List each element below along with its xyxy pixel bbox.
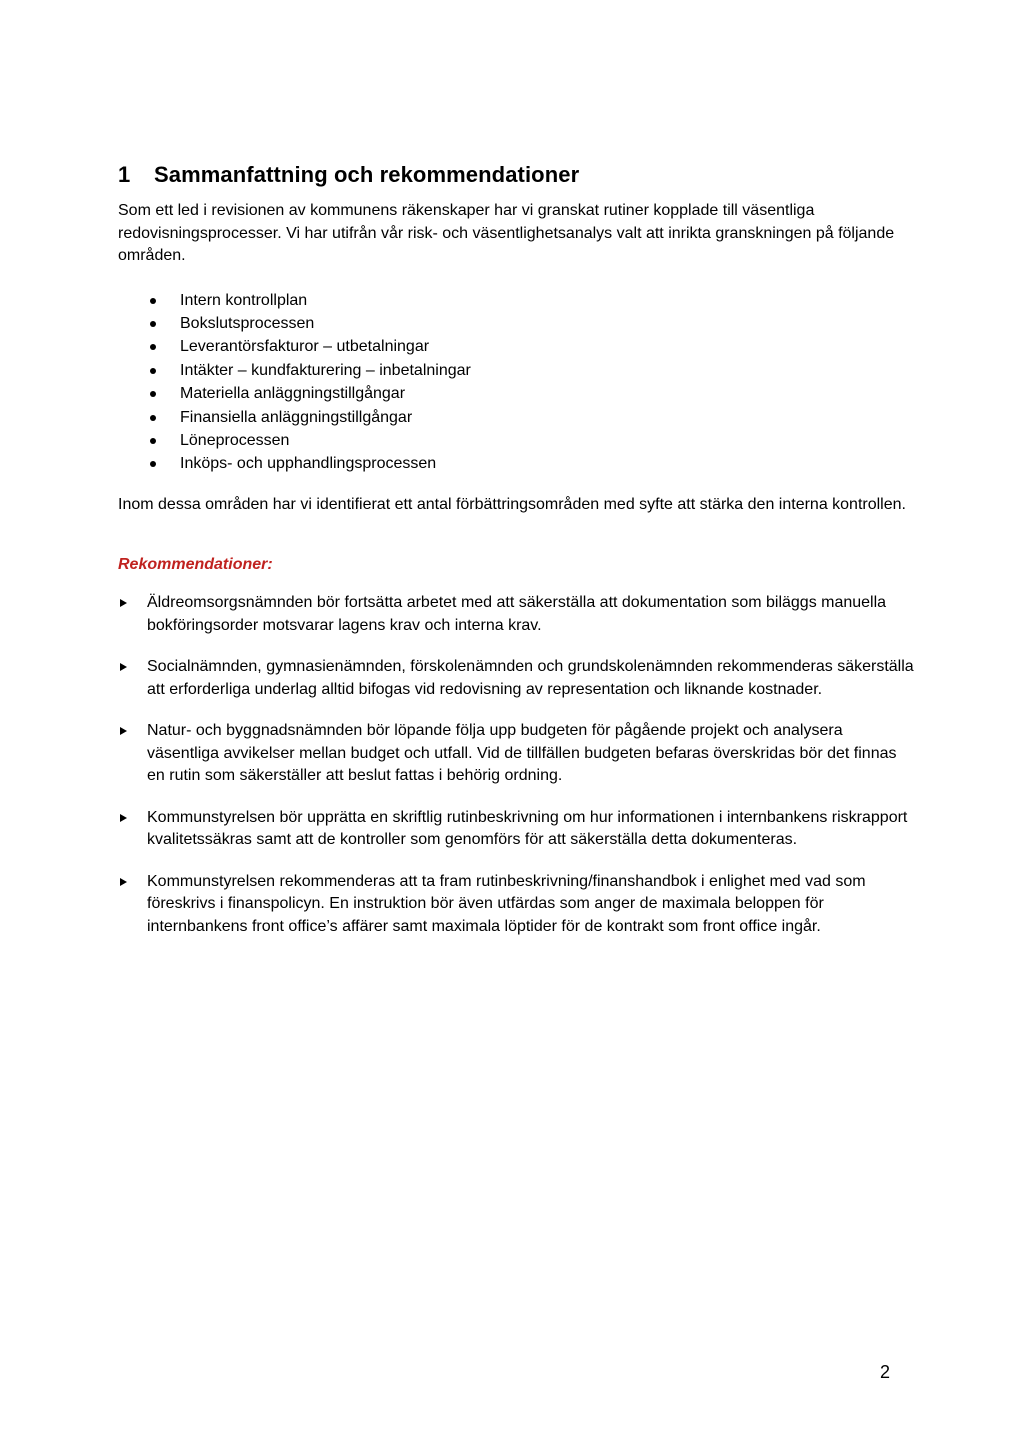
bullet-icon — [150, 391, 156, 397]
recommendations-heading: Rekommendationer: — [118, 556, 273, 573]
recommendation-item — [118, 807, 918, 852]
recommendation-item — [118, 720, 918, 788]
recommendation-item — [118, 656, 918, 701]
intro-paragraph: Som ett led i revisionen av kommunens räkenskaper har vi granskat rutiner kopplade till väsentliga redovisningsprocesser. Vi har utifrån vår risk- och väsentlighetsanalys valt att inrikta granskningen på följande områden. — [118, 202, 895, 264]
triangle-bullet-icon — [118, 871, 147, 939]
list-item-text: Intäkter – kundfakturering – inbetalningar — [180, 361, 471, 379]
bullet-icon — [150, 461, 156, 467]
recommendation-text: Natur- och byggnadsnämnden bör löpande följa upp budgeten för pågående projekt och analysera väsentliga avvikelser mellan budget och utfall. Vid de tillfällen budgeten befaras överskridas bör det finnas en rutin som säkerställer att beslut fattas i behörig ordning. — [147, 722, 897, 784]
list-item — [150, 289, 471, 312]
list-item — [150, 406, 471, 429]
list-item — [150, 336, 471, 359]
recommendations-list — [118, 592, 918, 957]
conclusion-paragraph: Inom dessa områden har vi identifierat ett antal förbättringsområden med syfte att stärka den interna kontrollen. — [118, 496, 906, 513]
review-areas-list — [150, 289, 471, 476]
recommendation-text: Kommunstyrelsen bör upprätta en skriftlig rutinbeskrivning om hur informationen i internbankens riskrapport kvalitetssäkras samt att de kontroller som genomförs för att säkerställa detta dokumenteras. — [147, 808, 908, 848]
bullet-icon — [150, 438, 156, 444]
list-item-text: Inköps- och upphandlingsprocessen — [180, 455, 437, 473]
list-item-text: Intern kontrollplan — [180, 291, 308, 309]
page-number: 2 — [880, 1362, 891, 1382]
section-title: Sammanfattning och rekommendationer — [154, 162, 580, 187]
list-item — [150, 429, 471, 452]
triangle-bullet-icon — [118, 656, 147, 701]
list-item — [150, 383, 471, 406]
bullet-icon — [150, 368, 156, 374]
list-item-text: Löneprocessen — [180, 432, 290, 450]
section-number: 1 — [118, 162, 131, 187]
recommendation-text: Socialnämnden, gymnasienämnden, förskolenämnden och grundskolenämnden rekommenderas säkerställa att erforderliga underlag alltid bifogas vid redovisning av representation och liknande kostnader. — [147, 658, 914, 698]
recommendation-item — [118, 871, 918, 939]
recommendation-text: Kommunstyrelsen rekommenderas att ta fram rutinbeskrivning/finanshandbok i enlighet med vad som föreskrivs i finanspolicyn. En instruktion bör även utfärdas som anger de maximala beloppen för internbankens front office’s affärer samt maximala löptider för de kontrakt som front office ingår. — [147, 872, 866, 935]
list-item-text: Materiella anläggningstillgångar — [180, 385, 406, 403]
bullet-icon — [150, 298, 156, 304]
list-item-text: Leverantörsfakturor – utbetalningar — [180, 338, 430, 356]
triangle-bullet-icon — [118, 807, 147, 852]
section-heading — [118, 162, 579, 188]
list-item — [150, 312, 471, 335]
recommendation-item — [118, 592, 918, 637]
bullet-icon — [150, 415, 156, 421]
list-item-text: Finansiella anläggningstillgångar — [180, 408, 413, 426]
bullet-icon — [150, 344, 156, 350]
list-item-text: Bokslutsprocessen — [180, 315, 315, 333]
recommendation-text: Äldreomsorgsnämnden bör fortsätta arbetet med att säkerställa att dokumentation som biläggs manuella bokföringsorder motsvarar lagens krav och interna krav. — [147, 594, 887, 634]
list-item — [150, 453, 471, 476]
bullet-icon — [150, 321, 156, 327]
triangle-bullet-icon — [118, 720, 147, 788]
list-item — [150, 359, 471, 382]
triangle-bullet-icon — [118, 592, 147, 637]
